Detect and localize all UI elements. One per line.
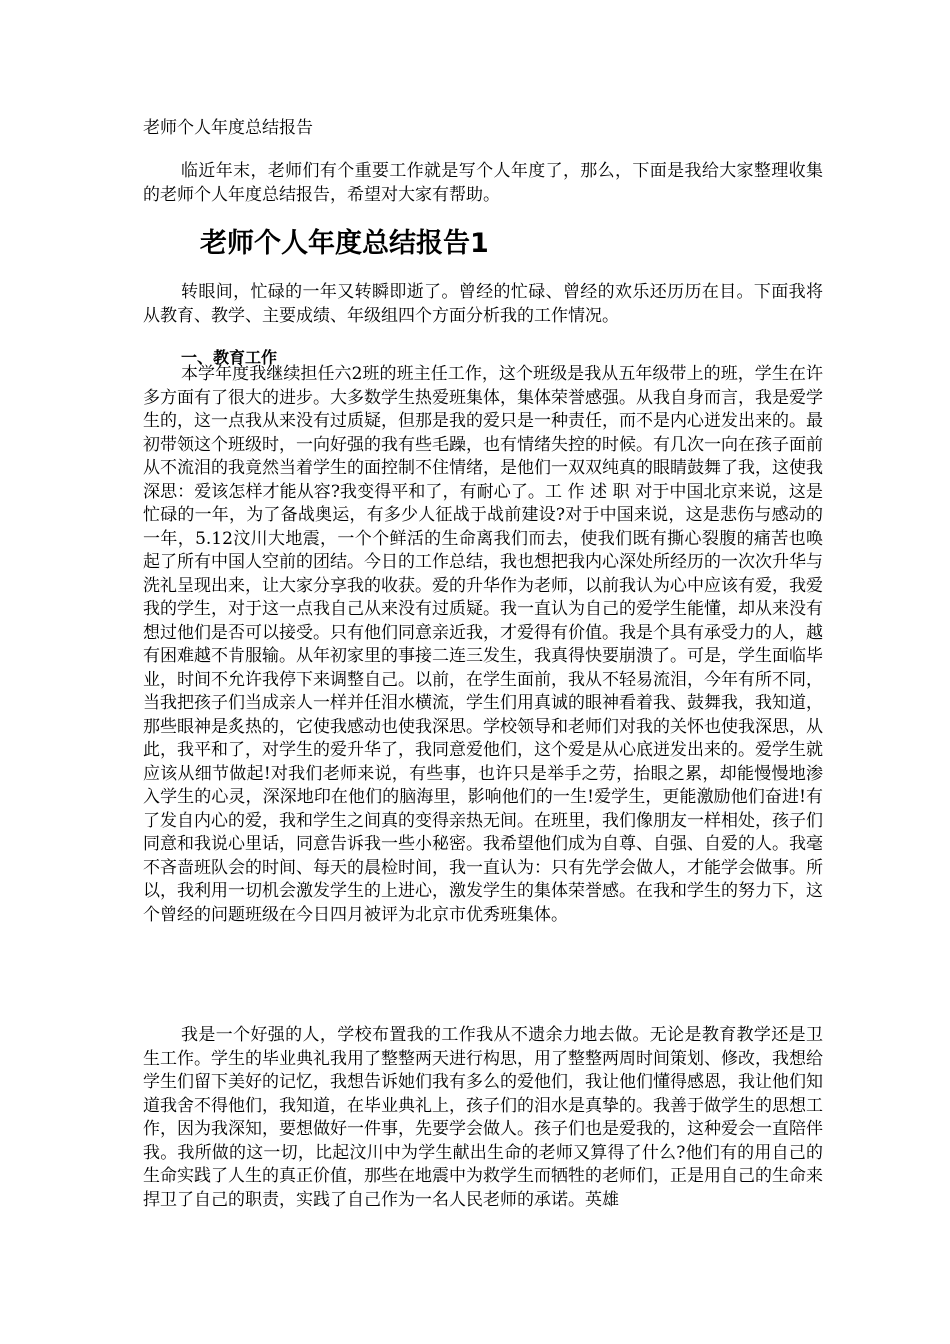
section-heading: 老师个人年度总结报告1: [200, 228, 489, 259]
body-paragraph-2: 本学年度我继续担任六2班的班主任工作，这个班级是我从五年级带上的班，学生在许多方面有了很大的进步。大多数学生热爱班集体，集体荣誉感强。从我自身而言，我是爱学生的，这一点我从来没有过质疑，但那是我的爱只是一种责任，而不是内心迸发出来的。最初带领这个班级时，一向好强的我有些毛躁，也有情绪失控的时候。有几次一向在孩子面前从不流泪的我竟然当着学生的面控制不住情绪，是他们一双双纯真的眼睛鼓舞了我，这使我深思：爱该怎样才能从容?我变得平和了，有耐心了。工 作 述 职 对于中国北京来说，这是忙碌的一年，为了备战奥运，有多少人征战于战前建设?对于中国来说，这是悲伤与感动的一年，5.12汶川大地震，一个个鲜活的生命离我们而去，使我们既有撕心裂腹的痛苦也唤起了所有中国人空前的团结。今日的工作总结，我也想把我内心深处所经历的一次次升华与洗礼呈现出来，让大家分享我的收获。爱的升华作为老师，以前我认为心中应该有爱，我爱我的学生，对于这一点我自己从来没有过质疑。我一直认为自己的爱学生能懂，却从来没有想过他们是否可以接受。只有他们同意亲近我，才爱得有价值。我是个具有承受力的人，越有困难越不肯服输。从年初家里的事接二连三发生，我真得快要崩溃了。可是，学生面临毕业，时间不允许我停下来调整自己。以前，在学生面前，我从不轻易流泪，今年有所不同，当我把孩子们当成亲人一样并任泪水横流，学生们用真诚的眼神看着我、鼓舞我，我知道，那些眼神是炙热的，它使我感动也使我深思。学校领导和老师们对我的关怀也使我深思，从此，我平和了，对学生的爱升华了，我同意爱他们，这个爱是从心底迸发出来的。爱学生就应该从细节做起!对我们老师来说，有些事，也许只是举手之劳，抬眼之累，却能慢慢地渗入学生的心灵，深深地印在他们的脑海里，影响他们的一生!爱学生，更能激励他们奋进!有了发自内心的爱，我和学生之间真的变得亲热无间。在班里，我们像朋友一样相处，孩子们同意和我说心里话，同意告诉我一些小秘密。我希望他们成为自尊、自强、自爱的人。我毫不吝啬班队会的时间、每天的晨检时间，我一直认为：只有先学会做人，才能学会做事。所以，我利用一切机会激发学生的上进心，激发学生的集体荣誉感。在我和学生的努力下，这个曾经的问题班级在今日四月被评为北京市优秀班集体。: [143, 364, 823, 925]
intro-paragraph: 临近年末，老师们有个重要工作就是写个人年度了，那么，下面是我给大家整理收集的老师个人年度总结报告，希望对大家有帮助。: [143, 161, 823, 205]
subsection-heading: 一、教育工作: [181, 348, 278, 367]
document-title: 老师个人年度总结报告: [143, 118, 313, 138]
body-paragraph-1: 转眼间，忙碌的一年又转瞬即逝了。曾经的忙碌、曾经的欢乐还历历在目。下面我将从教育、教学、主要成绩、年级组四个方面分析我的工作情况。: [143, 282, 823, 326]
body-paragraph-3: 我是一个好强的人，学校布置我的工作我从不遗余力地去做。无论是教育教学还是卫生工作。学生的毕业典礼我用了整整两天进行构思，用了整整两周时间策划、修改，我想给学生们留下美好的记忆，我想告诉她们我有多么的爱他们，我让他们懂得感恩，我让他们知道我舍不得他们，我知道，在毕业典礼上，孩子们的泪水是真挚的。我善于做学生的思想工作，因为我深知，要想做好一件事，先要学会做人。孩子们也是爱我的，这种爱会一直陪伴我。我所做的这一切，比起汶川中为学生献出生命的老师又算得了什么?他们有的用自己的生命实践了人生的真正价值，那些在地震中为救学生而牺牲的老师们，正是用自己的生命来捍卫了自己的职责，实践了自己作为一名人民老师的承诺。英雄: [143, 1025, 823, 1210]
